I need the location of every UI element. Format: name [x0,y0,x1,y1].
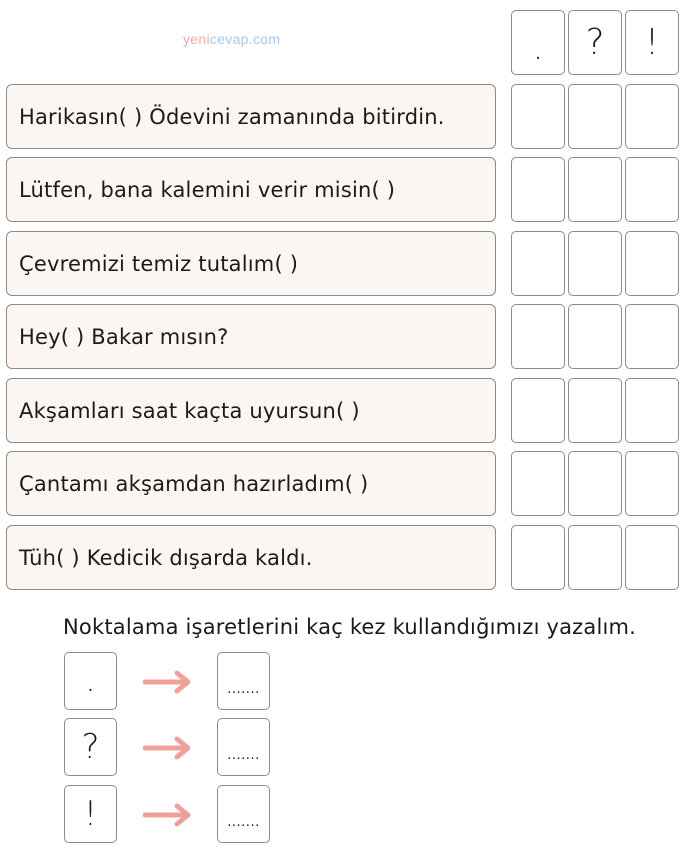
sentence-6: Çantamı akşamdan hazırladım( ) [6,451,496,516]
answer-cell-r3-question[interactable] [568,231,622,296]
count-symbol-period: . [64,652,117,710]
sentence-5: Akşamları saat kaçta uyursun( ) [6,378,496,443]
arrow-right-icon [143,670,193,694]
answer-cell-r3-exclamation[interactable] [625,231,679,296]
sentence-3: Çevremizi temiz tutalım( ) [6,231,496,296]
sentence-4: Hey( ) Bakar mısın? [6,304,496,369]
answer-cell-r4-question[interactable] [568,304,622,369]
watermark-logo [183,31,280,47]
arrow-right-icon [143,803,193,827]
count-symbol-exclamation: ! [64,785,117,843]
answer-cell-r6-period[interactable] [511,451,565,516]
header-period-box: . [511,10,565,75]
answer-cell-r7-question[interactable] [568,525,622,590]
answer-cell-r4-exclamation[interactable] [625,304,679,369]
watermark-part-com: .com [248,31,281,47]
answer-cell-r6-question[interactable] [568,451,622,516]
sentence-2: Lütfen, bana kalemini verir misin( ) [6,157,496,222]
answer-cell-r5-exclamation[interactable] [625,378,679,443]
sentence-1: Harikasın( ) Ödevini zamanında bitirdin. [6,84,496,149]
header-exclamation-box: ! [625,10,679,75]
answer-cell-r7-period[interactable] [511,525,565,590]
count-answer-period[interactable]: ....... [217,652,270,710]
count-answer-exclamation[interactable]: ....... [217,785,270,843]
answer-cell-r1-period[interactable] [511,84,565,149]
count-symbol-question: ? [64,718,117,776]
answer-cell-r4-period[interactable] [511,304,565,369]
watermark-part-yeni: yeni [183,31,210,47]
answer-cell-r2-period[interactable] [511,157,565,222]
answer-cell-r7-exclamation[interactable] [625,525,679,590]
watermark-part-cevap: cevap [209,31,249,47]
answer-cell-r6-exclamation[interactable] [625,451,679,516]
sentence-7: Tüh( ) Kedicik dışarda kaldı. [6,525,496,590]
answer-cell-r2-exclamation[interactable] [625,157,679,222]
answer-cell-r3-period[interactable] [511,231,565,296]
header-question-box: ? [568,10,622,75]
instruction-text: Noktalama işaretlerini kaç kez kullandığımızı yazalım. [63,615,637,639]
answer-cell-r1-exclamation[interactable] [625,84,679,149]
count-answer-question[interactable]: ....... [217,718,270,776]
arrow-right-icon [143,736,193,760]
answer-cell-r2-question[interactable] [568,157,622,222]
answer-cell-r5-question[interactable] [568,378,622,443]
answer-cell-r5-period[interactable] [511,378,565,443]
answer-cell-r1-question[interactable] [568,84,622,149]
